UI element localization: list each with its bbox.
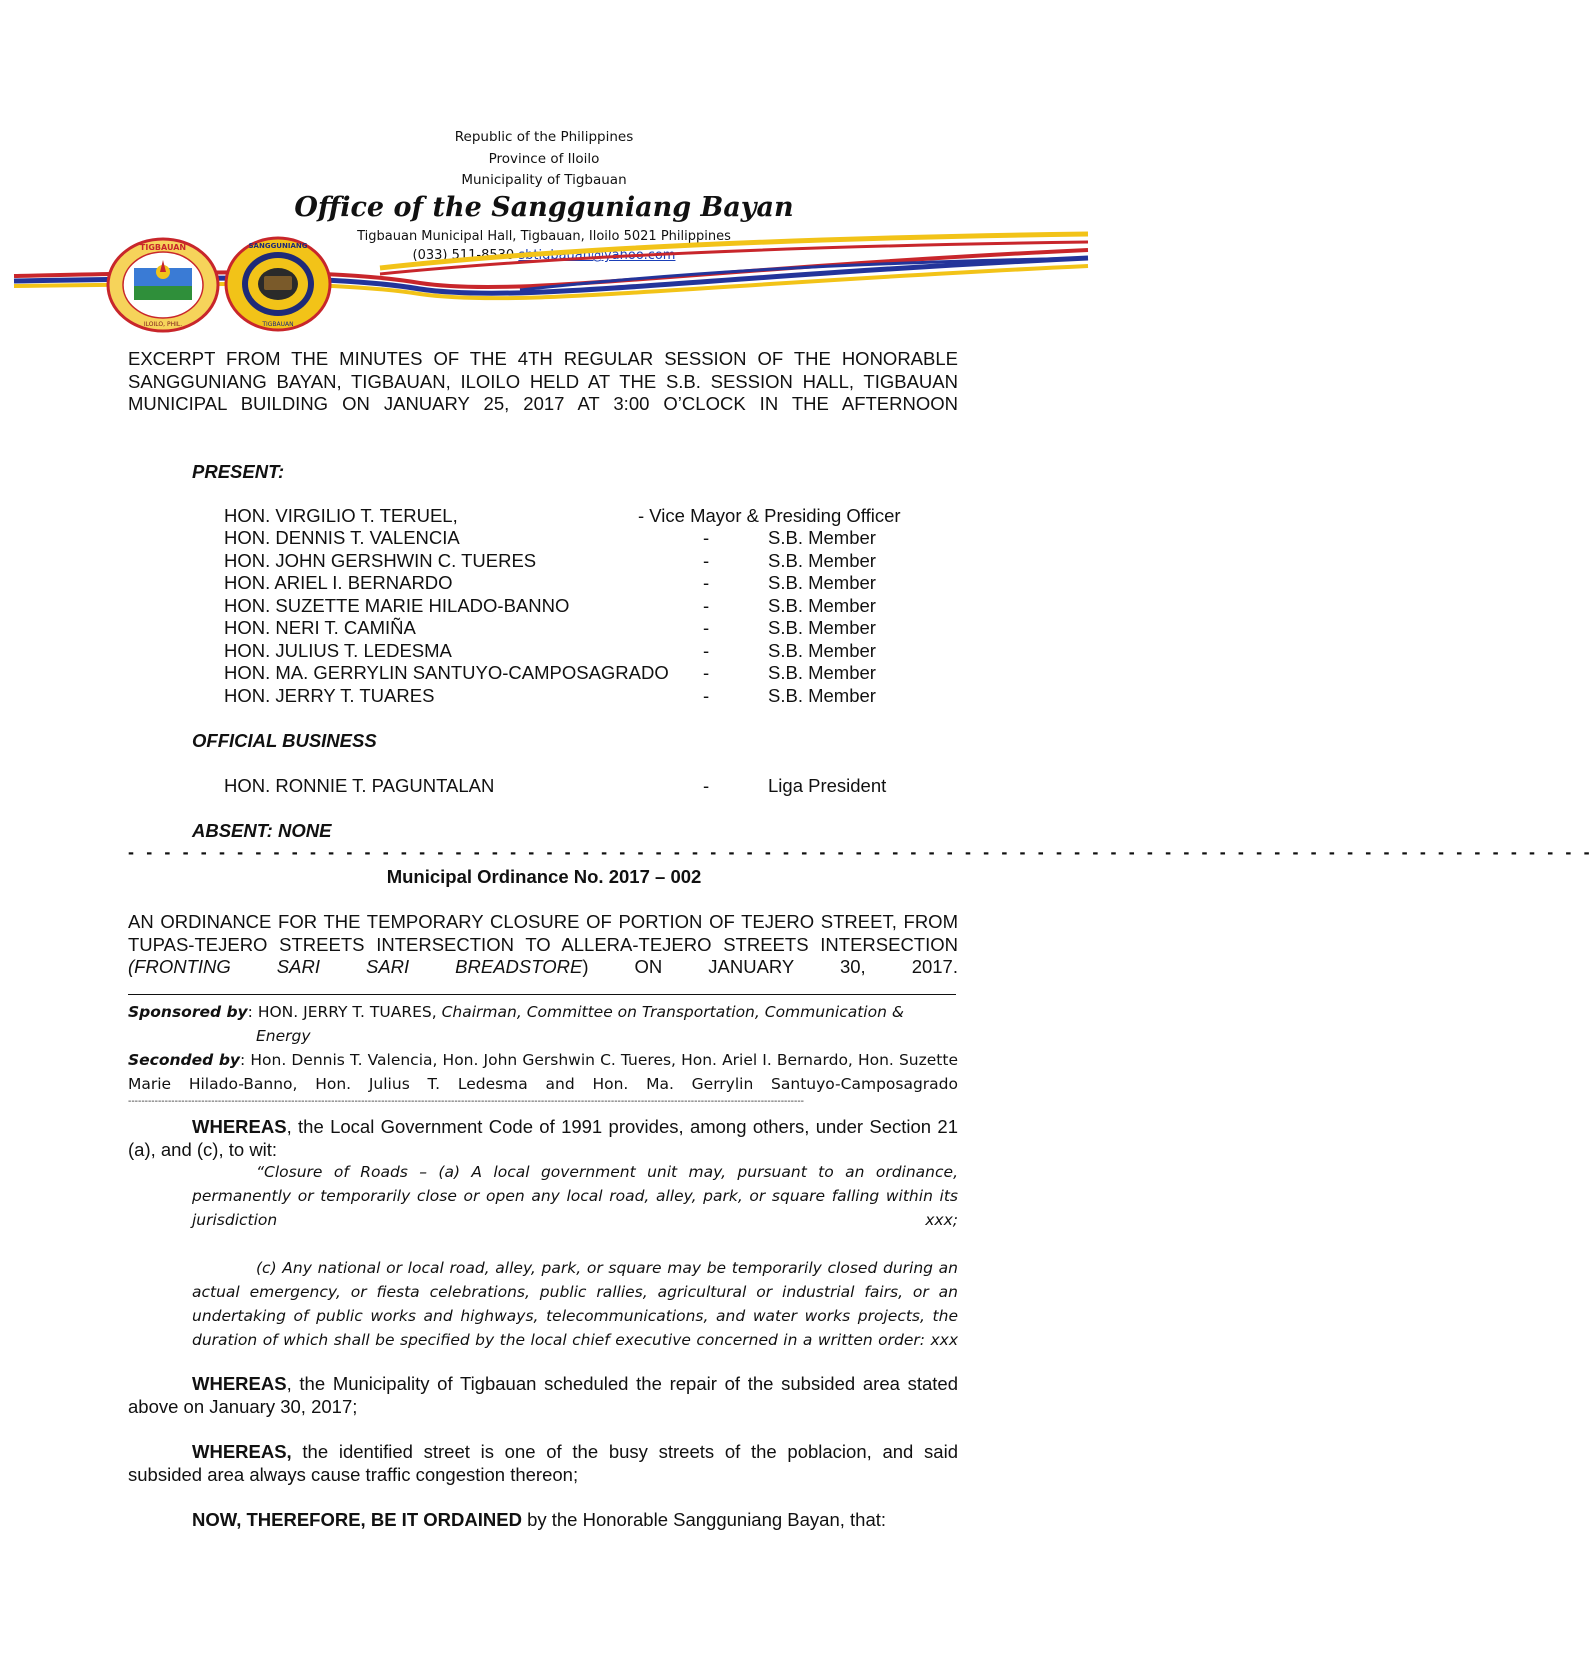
member-dash: - [703,527,710,548]
quote-section-a: “Closure of Roads – (a) A local government unit may, pursuant to an ordinance, permanently or temporarily close or open any local road, alley, park, or square falling within its jurisdiction xxx; [192,1163,958,1229]
member-role: S.B. Member [768,684,876,706]
presiding-officer-name: HON. VIRGILIO T. TERUEL, [224,505,458,526]
member-dash: - [703,684,710,706]
member-role: S.B. Member [768,662,876,683]
whereas-3-label: WHEREAS, [192,1441,292,1462]
svg-text:TIGBAUAN: TIGBAUAN [139,243,187,252]
minutes-excerpt-heading: EXCERPT FROM THE MINUTES OF THE 4TH REGULAR SESSION OF THE HONORABLE SANGGUNIANG BAYAN, TIGBAUAN, ILOILO HELD AT THE S.B. SESSION HALL, TIGBAUAN MUNICIPAL BUILDING ON JANUARY 25, 2017 AT 3:00 O’CLOCK IN THE AFTERNOON [128,348,958,414]
whereas-3-text: the identified street is one of the busy streets of the poblacion, and said subsided area always cause traffic congestion thereon; [128,1441,958,1485]
member-dash: - [703,549,710,571]
member-role: S.B. Member [768,527,876,548]
member-dash: - [703,617,710,638]
whereas-2-label: WHEREAS [192,1373,287,1394]
ordinance-title-date: ) ON JANUARY 30, 2017. [582,956,958,977]
svg-text:ILOILO, PHIL.: ILOILO, PHIL. [143,321,183,328]
whereas-2-text: , the Municipality of Tigbauan scheduled the repair of the subsided area stated above on January 30, 2017; [128,1373,958,1417]
whereas-1-text: , the Local Government Code of 1991 provides, among others, under Section 21 (a), and (c), to wit: [128,1116,958,1160]
ordinance-title-fronting: (FRONTING SARI SARI BREADSTORE [128,956,583,977]
present-label: PRESENT: [192,461,285,482]
ordinance-number: Municipal Ordinance No. 2017 – 002 [386,866,702,887]
official-business-role: Liga President [768,775,887,796]
official-business-name: HON. RONNIE T. PAGUNTALAN [224,775,495,796]
email-link[interactable]: sbtigbauan@yahoo.com [518,248,676,263]
member-role: S.B. Member [768,617,876,638]
member-name: HON. JERRY T. TUARES [224,684,435,706]
ordaining-clause [192,1509,886,1532]
member-role: S.B. Member [768,549,876,571]
ordinance-title [128,911,958,979]
sponsored-by-role-cont: Energy [256,1027,311,1045]
office-title: Office of the Sangguniang Bayan [294,192,794,223]
whereas-clause-3 [128,1441,958,1486]
sponsored-by-label: Sponsored by [128,1003,248,1021]
svg-text:TIGBAUAN: TIGBAUAN [262,321,294,328]
absent-label: ABSENT: NONE [192,820,332,841]
sangguniang-bayan-seal-icon [224,236,332,332]
letterhead-province: Province of Iloilo [488,151,600,167]
ordained-label: NOW, THEREFORE, BE IT ORDAINED [192,1509,522,1530]
member-name: HON. JOHN GERSHWIN C. TUERES [224,549,537,571]
member-name: HON. NERI T. CAMIÑA [224,617,416,638]
section-separator: - - - - - - - - - - - - - - - - - - - - - - - - - - - - - - - - - - - - - - - - - - - - - - - - - - - - - - - - - - - - - - - - - - - - - - - - - - - - - - - - - [128,842,1593,862]
whereas-clause-1 [128,1116,958,1161]
sponsored-by-line [128,1000,958,1024]
member-name: HON. SUZETTE MARIE HILADO-BANNO [224,594,570,616]
seconded-by [128,1048,958,1096]
member-dash: - [703,662,710,683]
presiding-officer-role: - Vice Mayor & Presiding Officer [638,505,901,526]
letterhead-municipality: Municipality of Tigbauan [461,172,627,188]
whereas-clause-2 [128,1373,958,1418]
member-dash: - [703,594,710,616]
member-dash: - [703,572,710,593]
phone-number: (033) 511-8530 [412,248,515,263]
member-role: S.B. Member [768,639,876,661]
letterhead-address: Tigbauan Municipal Hall, Tigbauan, Iloilo 5021 Philippines [357,229,731,244]
member-role: S.B. Member [768,572,876,593]
member-name: HON. DENNIS T. VALENCIA [224,527,460,548]
member-name: HON. ARIEL I. BERNARDO [224,572,453,593]
member-name: HON. JULIUS T. LEDESMA [224,639,452,661]
quote-section-c: (c) Any national or local road, alley, park, or square may be temporarily closed during an actual emergency, or fiesta celebrations, public rallies, agricultural or industrial fairs, or an undertaking of public works and highways, telecommunications, and water works projects, the duration of which shall be specified by the local chief executive concerned in a written order: xxx [192,1259,958,1349]
member-role: S.B. Member [768,594,876,616]
svg-text:SANGGUNIANG: SANGGUNIANG [248,242,308,250]
sponsored-by-name: : HON. JERRY T. TUARES, [247,1003,442,1021]
thin-separator: ----------------------------------------------------------------------------------------------------------------------------------------------------------------------------------------------------------- [128,1096,805,1107]
whereas-1-label: WHEREAS [192,1116,287,1137]
member-dash: - [703,639,710,661]
official-business-label: OFFICIAL BUSINESS [192,730,377,751]
ordinance-title-main: AN ORDINANCE FOR THE TEMPORARY CLOSURE OF PORTION OF TEJERO STREET, FROM TUPAS-TEJERO STREETS INTERSECTION TO ALLERA-TEJERO STREETS INTERSECTION [128,911,958,955]
seconded-by-text: : Hon. Dennis T. Valencia, Hon. John Gershwin C. Tueres, Hon. Ariel I. Bernardo, Hon. Suzette Marie Hilado-Banno, Hon. Julius T. Ledesma and Hon. Ma. Gerrylin Santuyo-Camposagrado [128,1051,958,1093]
sponsored-by-role: Chairman, Committee on Transportation, Communication & [441,1003,904,1021]
official-business-dash: - [703,775,710,796]
municipality-seal-icon [106,238,220,332]
ordained-text: by the Honorable Sangguniang Bayan, that: [521,1509,887,1530]
member-name: HON. MA. GERRYLIN SANTUYO-CAMPOSAGRADO [224,662,669,683]
seconded-by-label: Seconded by [128,1051,241,1069]
letterhead-republic: Republic of the Philippines [454,129,634,145]
title-underline [128,994,956,995]
